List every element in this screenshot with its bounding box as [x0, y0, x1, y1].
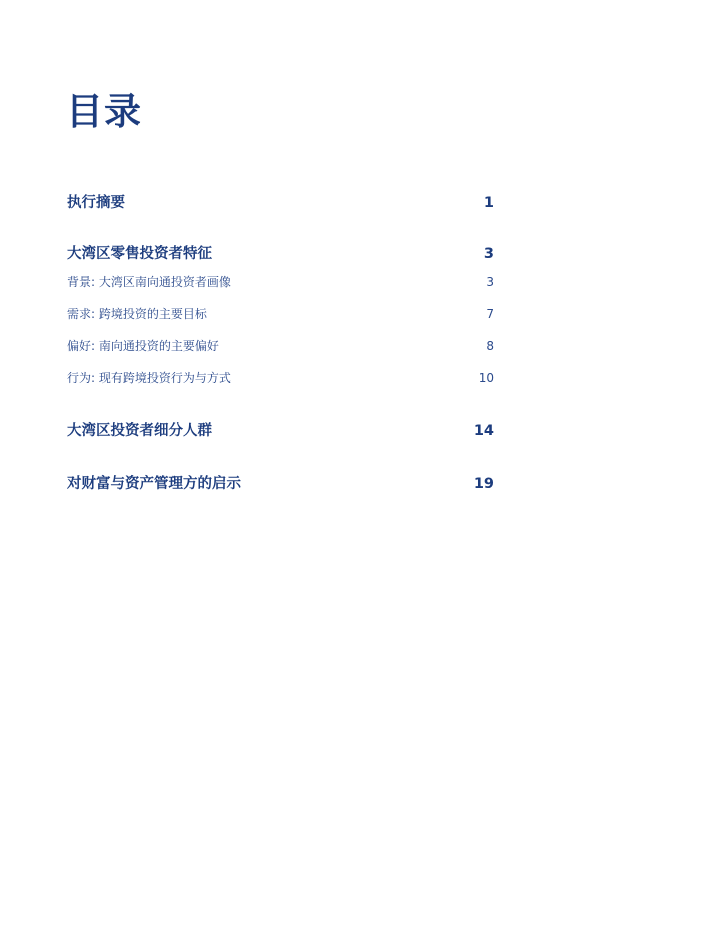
toc-entry-label: 执行摘要 [67, 195, 125, 211]
toc-subentry-behavior[interactable] [67, 369, 494, 391]
toc-subentry-page-number: 10 [478, 371, 494, 385]
toc-entry-page-number: 1 [483, 195, 494, 211]
toc-subentry-label: 需求: 跨境投资的主要目标 [67, 307, 207, 321]
toc-subentry-label: 背景: 大湾区南向通投资者画像 [67, 275, 231, 289]
toc-entry-executive-summary[interactable] [67, 191, 494, 216]
toc-entry-label: 大湾区零售投资者特征 [67, 246, 212, 262]
toc-entry-investor-segments[interactable] [67, 419, 494, 444]
toc-subentry-page-number: 7 [486, 307, 494, 321]
toc-entry-page-number: 14 [473, 423, 494, 439]
toc-entry-investor-characteristics[interactable] [67, 242, 494, 267]
toc-entry-label: 大湾区投资者细分人群 [67, 423, 212, 439]
page-title: 目录 [66, 90, 142, 133]
toc-entry-implications[interactable] [67, 472, 494, 497]
toc-subentry-label: 偏好: 南向通投资的主要偏好 [67, 339, 219, 353]
toc-subentry-demand[interactable] [67, 305, 494, 327]
toc-subentry-label: 行为: 现有跨境投资行为与方式 [67, 371, 231, 385]
toc-entry-label: 对财富与资产管理方的启示 [67, 476, 241, 492]
toc-subentry-preference[interactable] [67, 337, 494, 359]
table-of-contents [67, 191, 494, 497]
toc-subentry-page-number: 3 [486, 275, 494, 289]
toc-entry-page-number: 3 [483, 246, 494, 262]
toc-subentry-background[interactable] [67, 273, 494, 295]
toc-entry-page-number: 19 [473, 476, 494, 492]
toc-subentry-page-number: 8 [486, 339, 494, 353]
